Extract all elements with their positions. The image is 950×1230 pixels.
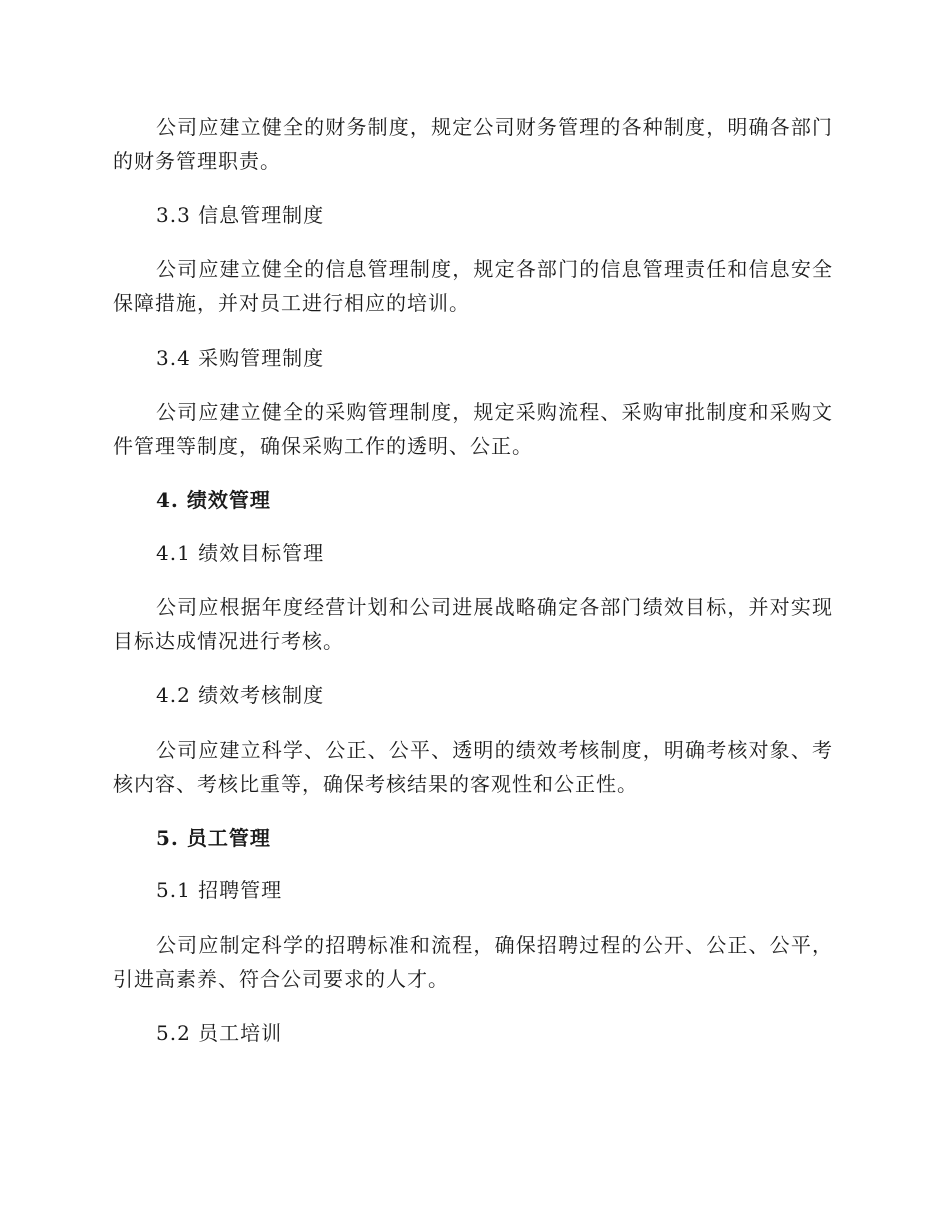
paragraph-performance-assessment: 公司应建立科学、公正、公平、透明的绩效考核制度，明确考核对象、考核内容、考核比重等，确保考核结果的客观性和公正性。 (113, 738, 833, 796)
subheading-3-4: 3.4 采购管理制度 (156, 346, 325, 370)
section-heading-5: 5. 员工管理 (156, 826, 271, 850)
subheading-4-2: 4.2 绩效考核制度 (156, 683, 325, 707)
paragraph-finance-system: 公司应建立健全的财务制度，规定公司财务管理的各种制度，明确各部门的财务管理职责。 (113, 115, 833, 173)
subheading-3-3: 3.3 信息管理制度 (156, 203, 325, 227)
subheading-5-1: 5.1 招聘管理 (156, 878, 283, 902)
section-heading-4: 4. 绩效管理 (156, 488, 271, 512)
subheading-4-1: 4.1 绩效目标管理 (156, 541, 325, 565)
paragraph-information-system: 公司应建立健全的信息管理制度，规定各部门的信息管理责任和信息安全保障措施，并对员工进行相应的培训。 (113, 257, 833, 315)
paragraph-performance-goals: 公司应根据年度经营计划和公司进展战略确定各部门绩效目标，并对实现目标达成情况进行考核。 (113, 595, 833, 653)
paragraph-procurement-system: 公司应建立健全的采购管理制度，规定采购流程、采购审批制度和采购文件管理等制度，确保采购工作的透明、公正。 (113, 400, 833, 458)
subheading-5-2: 5.2 员工培训 (156, 1021, 283, 1045)
paragraph-recruitment: 公司应制定科学的招聘标准和流程，确保招聘过程的公开、公正、公平，引进高素养、符合公司要求的人才。 (113, 933, 833, 991)
